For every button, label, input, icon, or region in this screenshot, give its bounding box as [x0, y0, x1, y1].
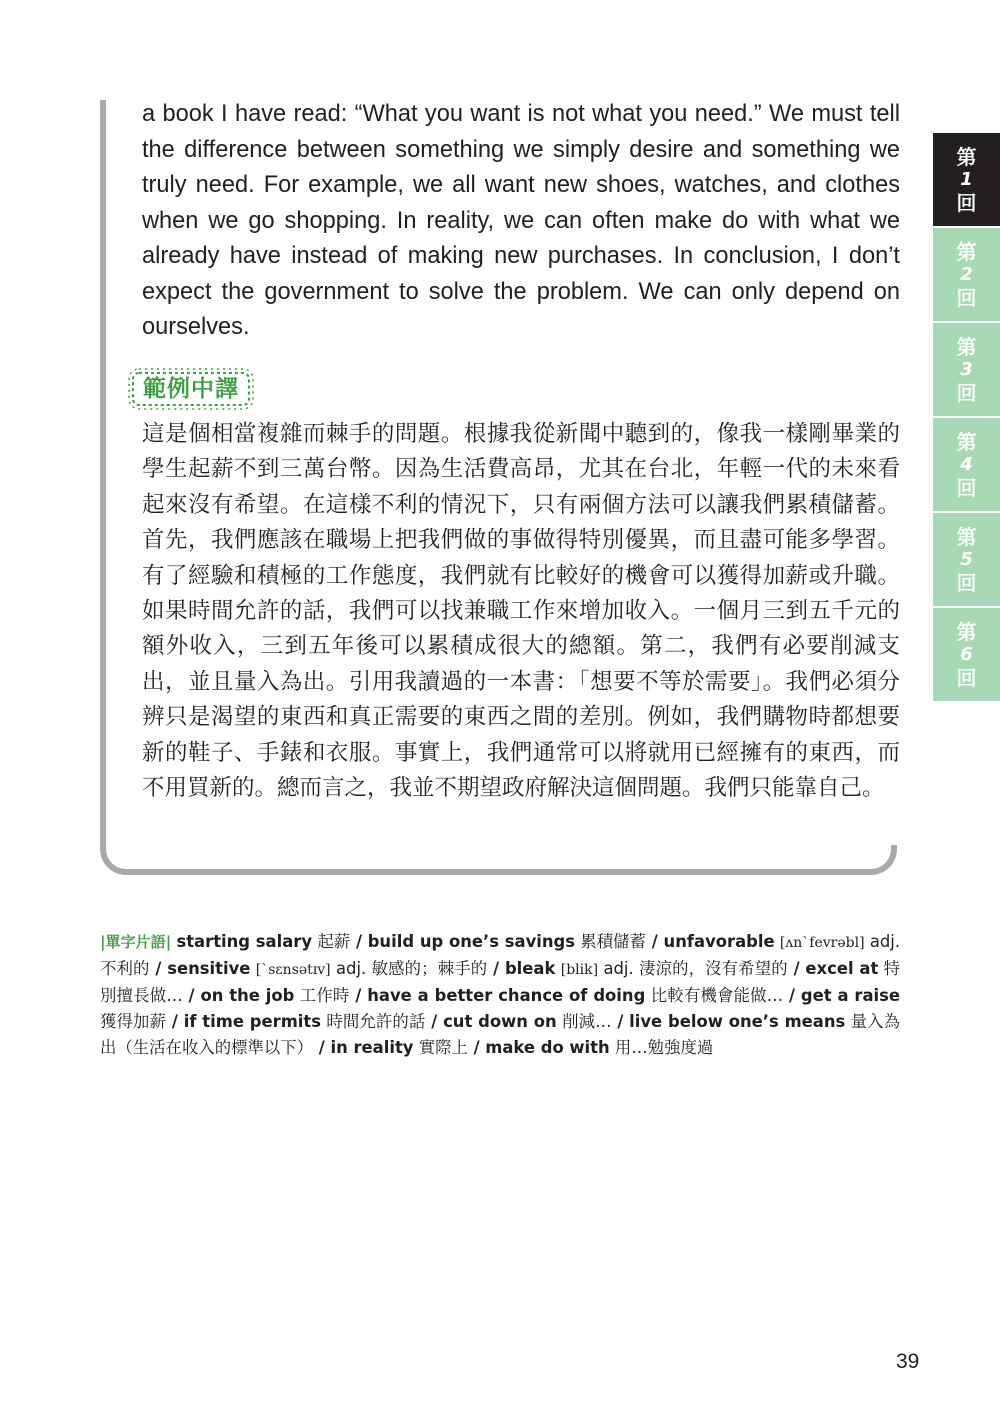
vocab-meaning: 敏感的；棘手的	[371, 959, 488, 978]
vocab-meaning: 特別擅長做…	[100, 959, 901, 1005]
tab-number: 3	[960, 358, 973, 380]
essay-text-block	[142, 97, 900, 346]
translation-paragraph: 這是個相當複雜而棘手的問題。根據我從新聞中聽到的，像我一樣剛畢業的學生起薪不到三萬台幣。因為生活費高昂，尤其在台北，年輕一代的未來看起來沒有希望。在這樣不利的情況下，只有兩個方法可以讓我們累積儲蓄。首先，我們應該在職場上把我們做的事做得特別優異，而且盡可能多學習。有了經驗和積極的工作態度，我們就有比較好的機會可以獲得加薪或升職。如果時間允許的話，我們可以找兼職工作來增加收入。一個月三到五千元的額外收入，三到五年後可以累積成很大的總額。第二，我們有必要削減支出，並且量入為出。引用我讀過的一本書：「想要不等於需要」。我們必須分辨只是渴望的東西和真正需要的東西之間的差別。例如，我們購物時都想要新的鞋子、手錶和衣服。事實上，我們通常可以將就用已經擁有的東西，而不用買新的。總而言之，我並不期望政府解決這個問題。我們只能靠自己。	[142, 421, 900, 802]
vocab-pos: adj.	[869, 932, 901, 951]
vocab-term: build up one’s savings	[367, 932, 576, 951]
vocab-entry	[330, 1038, 467, 1057]
tab-chapter-4[interactable]	[933, 418, 1000, 511]
tab-number: 1	[960, 168, 973, 190]
tab-label: 回	[956, 285, 977, 310]
tab-number: 2	[960, 263, 973, 285]
vocab-ipa: [blik]	[560, 962, 599, 978]
vocab-entry	[167, 959, 487, 978]
tab-chapter-3[interactable]	[933, 323, 1000, 416]
vocab-meaning: 量入為出（生活在收入的標準以下）	[100, 1012, 901, 1057]
vocab-term: if time permits	[183, 1012, 321, 1031]
vocab-term: live below one’s means	[629, 1012, 846, 1031]
vocab-term: starting salary	[176, 932, 313, 951]
tab-chapter-2[interactable]	[933, 228, 1000, 321]
tab-label: 第	[956, 619, 977, 644]
tab-label: 第	[956, 334, 977, 359]
vocab-separator: /	[611, 1012, 630, 1031]
tab-chapter-6[interactable]	[933, 608, 1000, 701]
vocab-term: excel at	[805, 959, 879, 978]
vocab-term: make do with	[485, 1038, 610, 1057]
translation-section-title: 範例中譯	[143, 376, 239, 402]
vocab-meaning: 起薪	[317, 932, 351, 951]
tab-chapter-5[interactable]	[933, 513, 1000, 606]
vocab-meaning: 實際上	[418, 1038, 468, 1057]
vocab-meaning: 累積儲蓄	[580, 932, 647, 951]
vocab-meaning: 獲得加薪	[100, 1012, 167, 1031]
vocab-separator: /	[182, 986, 201, 1005]
chapter-tabs	[933, 133, 1000, 703]
tab-label: 第	[956, 524, 977, 549]
vocab-entry	[443, 1012, 611, 1031]
vocab-term: sensitive	[167, 959, 251, 978]
vocab-separator: /	[149, 959, 168, 978]
vocabulary-paragraph	[100, 929, 900, 1061]
vocab-term: get a raise	[800, 986, 901, 1005]
translation-badge	[127, 367, 255, 411]
tab-label: 回	[956, 665, 977, 690]
vocabulary-list	[100, 929, 900, 1061]
tab-number: 4	[960, 453, 973, 475]
tab-label: 第	[956, 239, 977, 264]
page-number: 39	[896, 1350, 920, 1373]
vocab-separator: /	[787, 959, 806, 978]
tab-number: 6	[960, 643, 973, 665]
vocab-meaning: 時間允許的話	[326, 1012, 426, 1031]
vocab-separator: /	[313, 1038, 331, 1057]
vocab-separator: /	[783, 986, 801, 1005]
vocab-term: in reality	[330, 1038, 414, 1057]
vocab-separator: /	[467, 1038, 486, 1057]
vocab-term: cut down on	[443, 1012, 557, 1031]
vocab-term: on the job	[200, 986, 295, 1005]
tab-label: 第	[956, 429, 977, 454]
tab-label: 回	[956, 190, 977, 215]
essay-paragraph: a book I have read: “What you want is not what you need.” We must tell the difference between something we simply desire and something we truly need. For example, we all want new shoes, watches, and clothes when we go shopping. In reality, we can often make do with what we already have instead of making new purchases. In conclusion, I don’t expect the government to solve the problem. We can only depend on ourselves.	[142, 101, 900, 340]
vocab-separator: /	[350, 932, 368, 951]
vocab-term: unfavorable	[663, 932, 775, 951]
vocabulary-tag: |單字片語|	[100, 933, 172, 951]
vocab-term: bleak	[504, 959, 556, 978]
vocab-separator: /	[166, 1012, 184, 1031]
vocab-term: have a better chance of doing	[367, 986, 646, 1005]
vocab-meaning: 工作時	[299, 986, 350, 1005]
vocab-pos: adj.	[336, 959, 367, 978]
vocab-meaning: 比較有機會能做…	[650, 986, 784, 1005]
vocab-separator: /	[646, 932, 664, 951]
vocab-separator: /	[487, 959, 505, 978]
vocab-meaning: 削減…	[562, 1012, 612, 1031]
vocab-entry	[368, 932, 646, 951]
tab-label: 回	[956, 475, 977, 500]
vocab-meaning: 用…勉強度過	[614, 1038, 714, 1057]
tab-chapter-1[interactable]	[933, 133, 1000, 226]
vocab-ipa: [`sɛnsətɪv]	[255, 962, 331, 978]
vocab-meaning: 不利的	[100, 959, 150, 978]
vocab-entry	[176, 932, 350, 951]
vocab-entry	[485, 1038, 713, 1057]
vocab-pos: adj.	[603, 959, 634, 978]
tab-label: 回	[956, 570, 977, 595]
vocab-entry	[200, 986, 349, 1005]
vocab-separator: /	[425, 1012, 444, 1031]
tab-label: 回	[956, 380, 977, 405]
translation-text-block	[142, 417, 900, 806]
tab-number: 5	[960, 548, 973, 570]
vocab-entry	[367, 986, 783, 1005]
vocab-meaning: 淒涼的，沒有希望的	[639, 959, 788, 978]
vocab-ipa: [ʌn`fevrəbl]	[779, 935, 865, 951]
vocab-separator: /	[349, 986, 368, 1005]
vocab-entry	[505, 959, 788, 978]
tab-label: 第	[956, 144, 977, 169]
vocab-entry	[184, 1012, 426, 1031]
